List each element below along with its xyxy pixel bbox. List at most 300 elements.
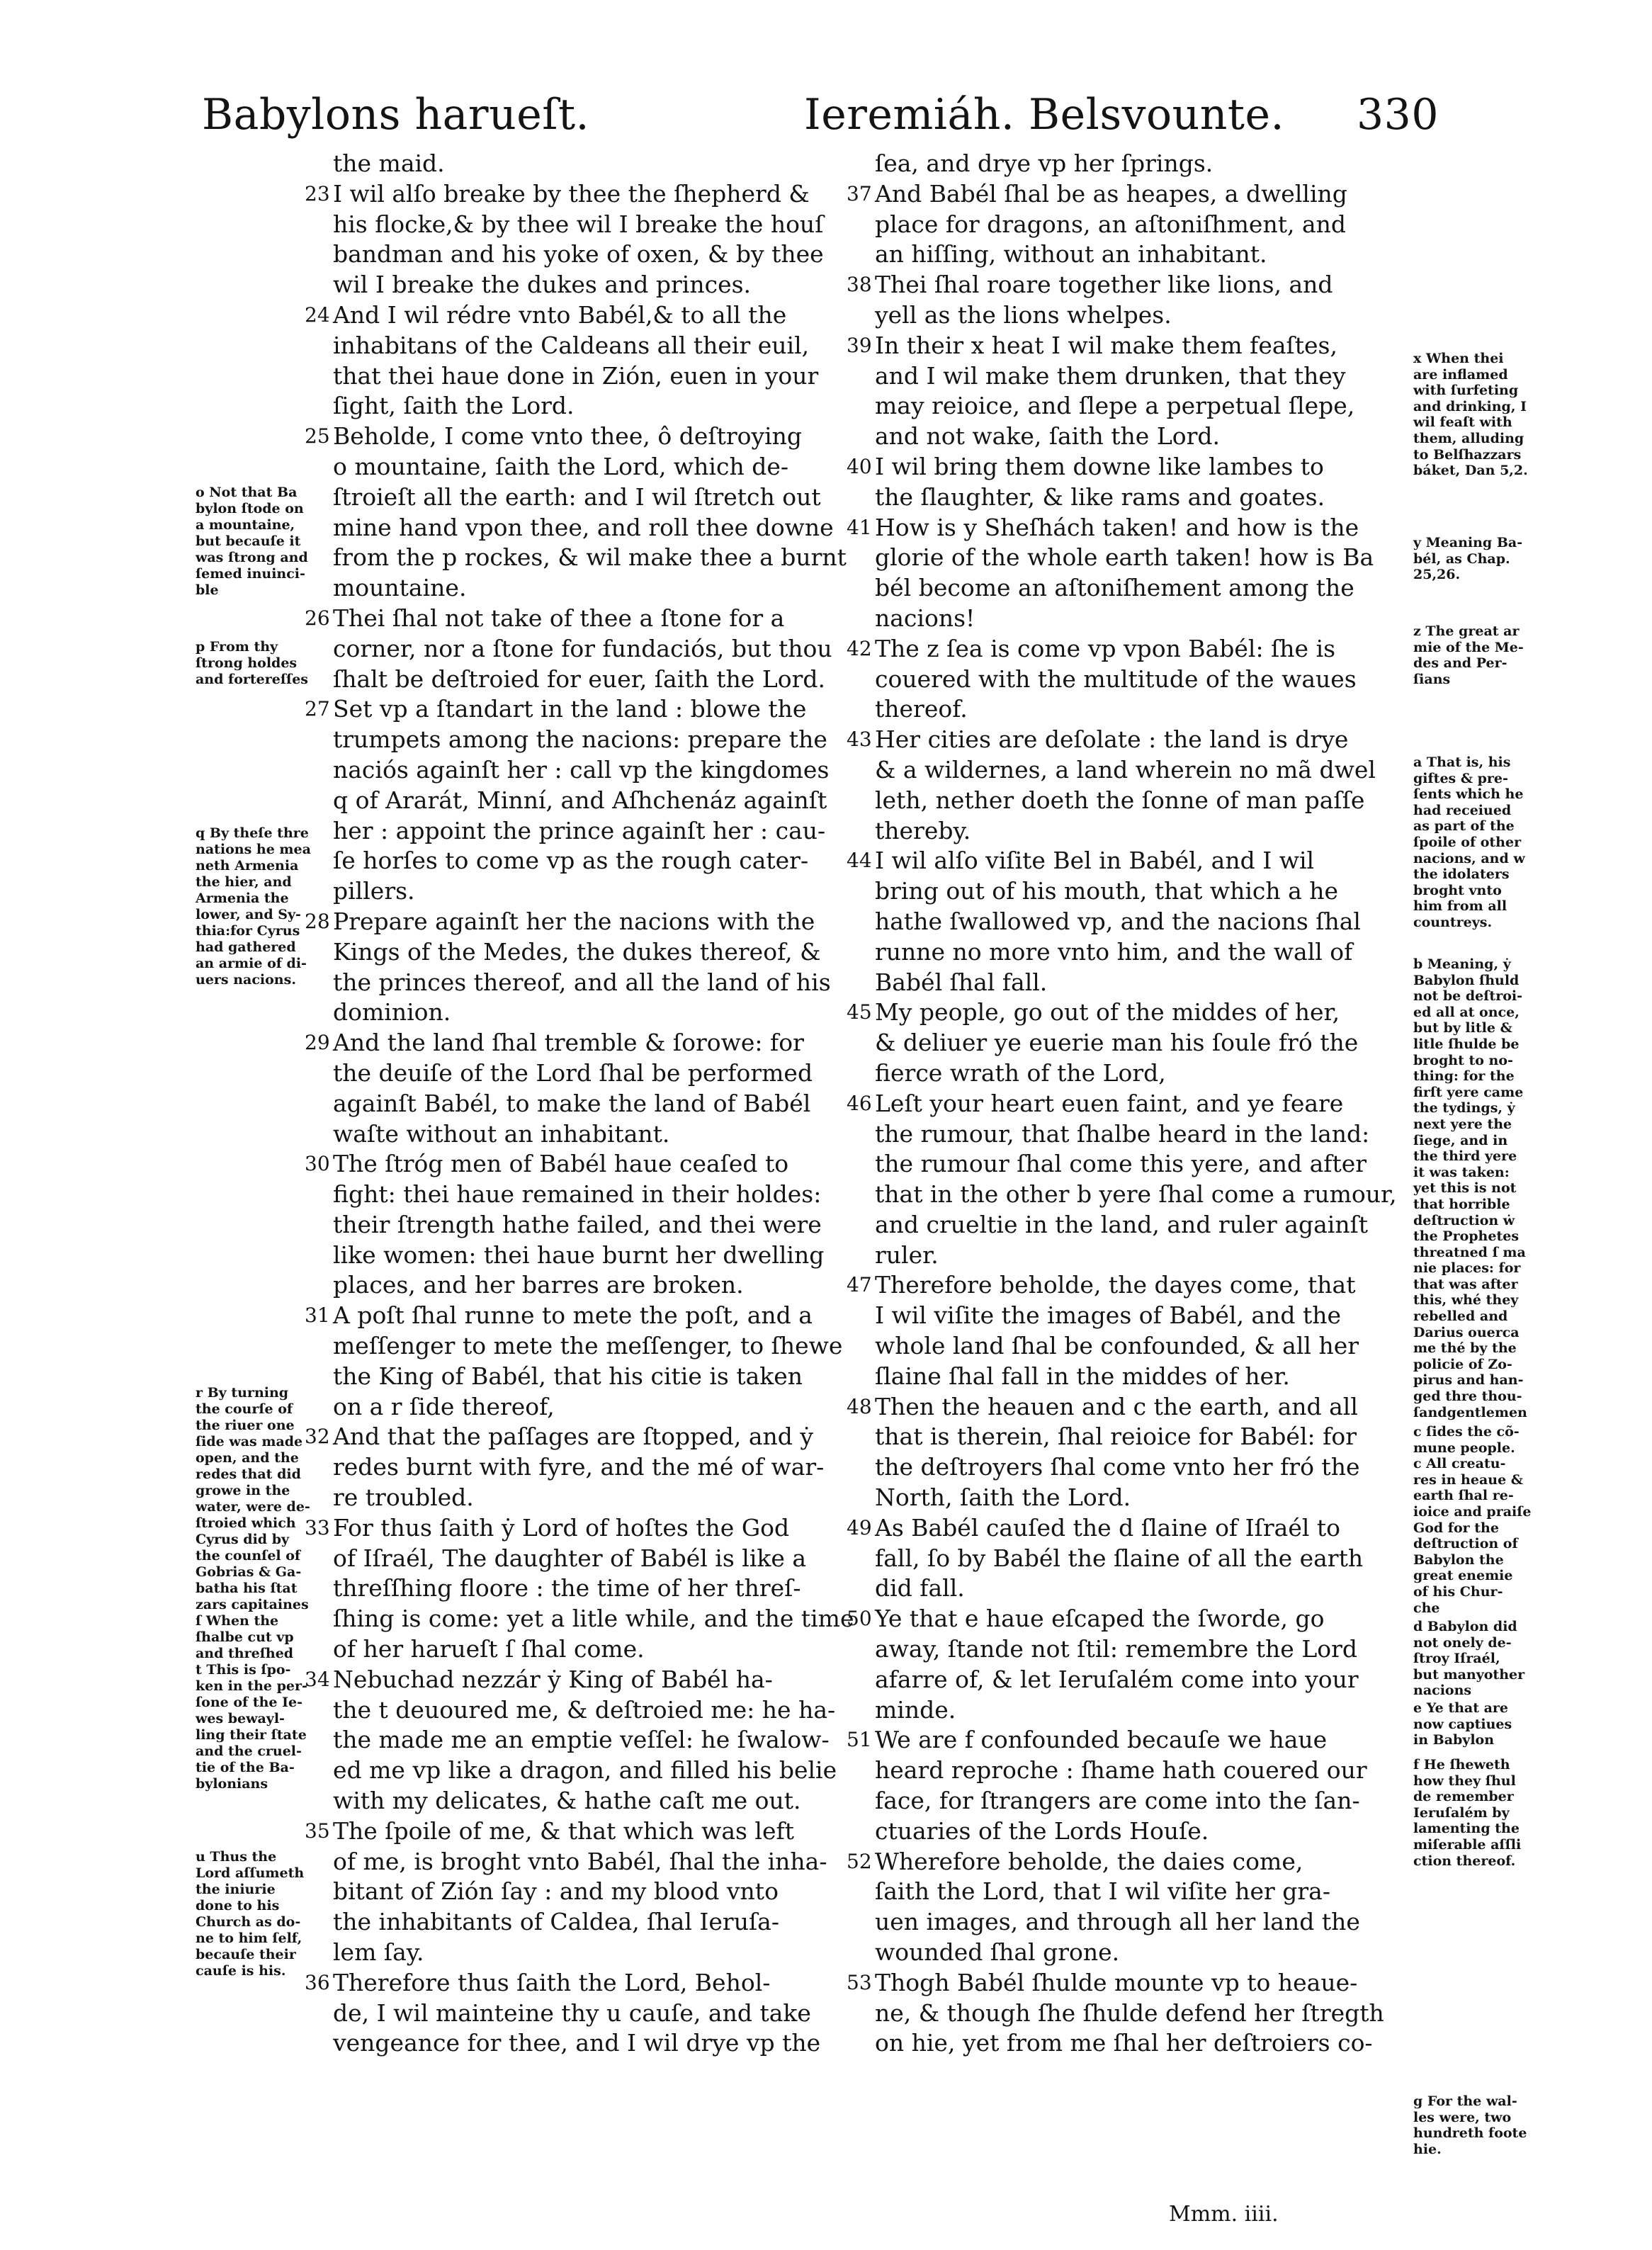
line-text: trumpets among the nacions: prepare the [333,725,827,754]
text-line [333,1180,871,1210]
margin-note-line: threatned ſ ma [1413,1244,1526,1260]
verse-number: 36 [305,1970,330,1994]
margin-note [1413,623,1548,687]
margin-note-line: Babylon ſhuld [1413,972,1520,988]
text-line [875,1331,1413,1362]
text-line [333,391,871,422]
text-line [847,513,1413,543]
text-line [333,755,871,786]
text-line [875,1422,1413,1452]
margin-note-line: mune people. [1413,1440,1515,1456]
text-line [333,149,871,179]
line-text: like women: thei haue burnt her dwelling [333,1240,825,1269]
margin-note-line: bél, as Chap. [1413,550,1510,567]
margin-note-line: q By theſe thre [196,825,309,841]
margin-note-line: des and Per- [1413,655,1507,672]
text-line [875,1544,1413,1574]
verse-number: 40 [847,454,872,478]
margin-note-line: ſemed inuinci- [196,566,305,582]
text-line [333,1544,871,1574]
text-line [875,482,1413,513]
margin-note-line: and threſhed [196,1646,294,1661]
text-line [333,513,871,543]
margin-note-line: b Meaning, ẏ [1413,956,1511,972]
line-text: waſte without an inhabitant. [333,1119,670,1148]
text-line [333,1392,871,1423]
margin-note-line: yet this is not [1413,1180,1517,1197]
text-line [333,1695,871,1726]
line-text: North, ſaith the Lord. [875,1483,1131,1512]
line-text: uen images, and through all her land the [875,1908,1360,1936]
verse-number: 42 [847,636,872,660]
line-text: A poſt ſhal runne to mete the poſt, and a [333,1301,813,1330]
line-text: I wil viſite the images of Babél, and the [875,1301,1342,1330]
margin-note-line: not onely de- [1413,1634,1512,1651]
text-line [333,1573,871,1604]
margin-note-line: with ſurfeting [1413,383,1519,399]
margin-note-line: ſ When the [196,1613,279,1629]
text-line [333,1999,871,2029]
line-text: bring out of his mouth, that which a he [875,877,1339,905]
margin-note-line: ble [196,582,219,598]
margin-note [1413,956,1548,1420]
margin-note-line: are inflamed [1413,366,1508,383]
verse-number: 46 [847,1091,872,1115]
line-text: and crueltie in the land, and ruler againſt [875,1210,1369,1238]
margin-note-line: Darius ouerca [1413,1324,1520,1340]
line-text: that in the other b yere ſhal come a rumour, [875,1180,1397,1209]
text-line [333,482,871,513]
line-text: And that the paſſages are ſtopped, and ẏ [333,1423,814,1451]
text-line [333,1483,871,1513]
line-text: ruler. [875,1240,939,1269]
line-text: mine hand vpon thee, and roll thee downe [333,513,834,541]
margin-note-line: God for the [1413,1520,1499,1536]
line-text: Thei ſhal roare together like lions, and [875,271,1333,299]
margin-note-line: an armie of di- [196,956,307,971]
text-line [875,694,1413,725]
verse-number: 25 [305,424,330,448]
line-text: glorie of the whole earth taken! how is Ba [875,543,1374,572]
verse-number: 47 [847,1273,872,1297]
line-text: his flocke,& by thee wil I breake the houſ [333,210,824,238]
line-text: Therefore beholde, the dayes come, that [875,1271,1356,1299]
margin-note-line: Gobrias & Ga- [196,1564,302,1580]
line-text: place for dragons, an aſtoniſhment, and [875,210,1347,238]
line-text: lem ſay. [333,1938,424,1967]
margin-note-line: r By turning [196,1385,289,1401]
line-text: Thogh Babél ſhulde mounte vp to heaue- [875,1968,1358,1996]
text-line [875,300,1413,331]
text-line [333,1362,871,1392]
verse-number: 26 [305,606,330,630]
text-line [305,1422,871,1452]
margin-note-line: to Belſhazzars [1413,446,1522,463]
text-line [333,1877,871,1907]
margin-note-line: wil feaſt with [1413,414,1512,431]
margin-note [1413,754,1548,931]
margin-note [1413,1757,1548,1869]
text-line [875,422,1413,452]
text-line [875,816,1413,847]
text-line [305,1816,871,1847]
line-text: We are f confounded becauſe we haue [875,1726,1328,1754]
text-line [875,1816,1413,1847]
line-text: whole land ſhal be confounded, & all her [875,1332,1359,1360]
margin-note-line: tie of the Ba- [196,1760,295,1775]
text-line [847,1089,1413,1119]
text-line [875,1452,1413,1483]
margin-note-line: deſtruction of [1413,1536,1518,1552]
line-text: with my delicates, & hathe caſt me out. [333,1787,801,1815]
text-line [847,1968,1413,1999]
verse-number: 27 [305,697,330,721]
text-line [875,755,1413,786]
margin-note-line: f He ſheweth [1413,1757,1510,1773]
margin-note-line: lower, and Sy- [196,907,301,922]
line-text: the princes thereof, and all the land of his [333,968,831,996]
line-text: away, ſtande not ſtil: remembre the Lord [875,1635,1357,1663]
running-header [0,79,1652,150]
verse-number: 41 [847,515,872,539]
text-line [333,1119,871,1150]
line-text: I wil alſo breake by thee the ſhepherd & [333,179,810,208]
margin-note-line: d Babylon did [1413,1619,1517,1634]
text-column-left [305,149,871,2059]
text-line [305,1513,871,1544]
line-text: the King of Babél, that his citie is taken [333,1362,803,1390]
margin-note-line: was ſtrong and [196,550,308,565]
margin-note-line: u Thus the [196,1849,277,1865]
margin-note [196,1849,330,1979]
margin-note-line: g For the wal- [1413,2093,1517,2109]
line-text: Nebuchad nezzár ẏ King of Babél ha- [333,1665,773,1693]
text-line [875,1149,1413,1180]
margin-note-line: ne to him ſelf, [196,1930,302,1946]
text-line [333,1604,871,1634]
text-line [305,604,871,634]
margin-note-line: neth Armenia [196,858,299,874]
line-text: Babél ſhal fall. [875,968,1048,996]
text-line [333,1725,871,1756]
margin-note-line: the iniurie [196,1882,276,1897]
text-line [847,179,1413,210]
margin-note-line: policie of Zo- [1413,1356,1512,1372]
text-line [875,665,1413,695]
margin-note-line: ſpoile of other [1413,834,1522,850]
margin-note-line: had gathered [196,939,296,955]
margin-note [1413,1619,1548,1699]
text-line [875,210,1413,240]
text-line [333,2028,871,2059]
line-text: on a r ſide thereof, [333,1392,555,1420]
line-text: the deſtroyers ſhal come vnto her fró the [875,1453,1360,1481]
line-text: mountaine. [333,574,467,602]
text-line [333,1847,871,1877]
margin-note-line: me thé by the [1413,1340,1517,1357]
line-text: & deliuer ye euerie man his ſoule fró the [875,1029,1359,1057]
line-text: The z ſea is come vp vpon Babél: ſhe is [875,634,1336,662]
line-text: afarre of, & let Ieruſalém come into your [875,1665,1359,1693]
verse-number: 43 [847,728,872,752]
text-line [875,1180,1413,1210]
text-line [305,1149,871,1180]
text-line [875,149,1413,179]
text-line [333,997,871,1028]
margin-note-line: bylon ſtode on [196,501,304,516]
margin-note-line: miſerable aſſli [1413,1836,1522,1853]
text-line [875,2028,1413,2059]
margin-note-line: c ſides the cõ- [1413,1424,1520,1440]
line-text: places, and her barres are broken. [333,1271,744,1299]
margin-note-line: che [1413,1600,1440,1616]
text-line [875,1362,1413,1392]
text-line [847,1392,1413,1423]
line-text: pillers. [333,877,415,905]
margin-note-line: ſtroy Iſraél, [1413,1651,1500,1667]
text-line [305,1968,871,1999]
line-text: hathe ſwallowed vp, and the nacions ſhal [875,907,1361,935]
text-line [333,573,871,604]
verse-number: 24 [305,303,330,327]
text-line [847,331,1413,361]
margin-note-line: the riuer one [196,1418,295,1433]
line-text: For thus ſaith ẏ Lord of hoſtes the God [333,1513,790,1542]
verse-number: 35 [305,1819,330,1843]
margin-note-line: and fortereſſes [196,672,308,687]
margin-note-line: in Babylon [1413,1732,1495,1748]
text-line [333,1634,871,1665]
margin-note-line: this, whé they [1413,1292,1519,1308]
margin-note [1413,2093,1548,2157]
margin-note-line: the counſel of [196,1548,301,1564]
text-line [875,1028,1413,1058]
margin-note-line: great enemie [1413,1568,1513,1584]
line-text: My people, go out of the middes of her, [875,998,1340,1027]
margin-note-line: thia:for Cyrus [196,923,300,939]
text-line [847,1604,1413,1634]
text-line [875,239,1413,270]
line-text: of me, is broght vnto Babél, ſhal the inha- [333,1847,827,1875]
line-text: that is therein, ſhal reioice for Babél: for [875,1423,1357,1451]
text-line [875,1907,1413,1938]
line-text: In their x heat I wil make them feaſtes, [875,331,1337,359]
text-line [305,179,871,210]
margin-note-line: Church as do- [196,1914,301,1930]
text-line [333,1058,871,1089]
margin-note-line: x When thei [1413,351,1504,366]
line-text: I wil bring them downe like lambes to [875,452,1324,480]
margin-note-line: les were, two [1413,2109,1512,2125]
line-text: redes burnt with fyre, and the mé of war- [333,1453,825,1481]
text-line [333,1907,871,1938]
line-text: fierce wrath of the Lord, [875,1058,1166,1087]
line-text: threſſhing floore : the time of her threſ- [333,1574,801,1602]
text-line [875,907,1413,937]
text-line [305,1665,871,1695]
margin-note-line: had receiued [1413,802,1512,818]
verse-number: 33 [305,1515,330,1539]
margin-note-line: broght vnto [1413,882,1502,898]
line-text: of Iſraél, The daughter of Babél is like a [333,1544,807,1572]
margin-note-line: becauſe their [196,1947,296,1962]
verse-number: 32 [305,1425,330,1449]
text-line [333,1938,871,1968]
text-line [333,1210,871,1240]
text-line [875,361,1413,392]
line-text: ſhing is come: yet a litle while, and the time [333,1605,854,1633]
line-text: face, for ſtrangers are come into the ſan- [875,1787,1360,1815]
margin-note-line: the Prophetes [1413,1228,1520,1245]
margin-note-line: ed all at once, [1413,1004,1520,1020]
text-line [875,968,1413,998]
text-line [333,846,871,876]
verse-number: 34 [305,1667,330,1691]
text-line [333,816,871,847]
margin-note-line: zars capitaines [196,1597,309,1612]
text-line [875,543,1413,573]
text-line [875,1301,1413,1331]
margin-note-line: p From thy [196,639,278,655]
text-line [333,634,871,665]
line-text: ſhalt be deſtroied for euer, ſaith the Lord. [333,665,825,693]
text-line [333,968,871,998]
text-line [847,270,1413,300]
margin-note-line: redes that did [196,1466,301,1482]
margin-note-line: c All creatu- [1413,1456,1506,1472]
line-text: bitant of Zión ſay : and my blood vnto [333,1877,779,1906]
verse-number: 29 [305,1031,330,1055]
verse-number: 28 [305,909,330,933]
line-text: ſe horſes to come vp as the rough cater- [333,847,809,875]
line-text: their ſtrength hathe failed, and thei were [333,1210,822,1238]
verse-number: 39 [847,333,872,357]
margin-note-line: it was taken: [1413,1164,1510,1180]
verse-number: 44 [847,849,872,873]
margin-note-line: ſhalbe cut vp [196,1629,294,1645]
line-text: yell as the lions whelpes. [875,300,1172,329]
text-line [333,786,871,816]
text-line [305,422,871,452]
margin-note-line: countreys. [1413,914,1493,930]
margin-note-line: Lord aſſumeth [196,1865,305,1881]
line-text: de, I wil mainteine thy u cauſe, and take [333,1999,811,2027]
text-line [847,846,1413,876]
text-line [875,391,1413,422]
line-text: and not wake, ſaith the Lord. [875,422,1220,451]
margin-note-line: the courſe of [196,1401,293,1417]
margin-note-line: o Not that Ba [196,485,298,500]
margin-note-line: how they ſhul [1413,1773,1516,1789]
verse-number: 31 [305,1304,330,1328]
line-text: that thei haue done in Zión, euen in your [333,361,819,390]
line-text: ſea, and drye vp her ſprings. [875,149,1213,177]
line-text: ſight, ſaith the Lord. [333,392,575,420]
margin-note-line: deſtruction ẇ [1413,1212,1515,1228]
text-line [875,1877,1413,1907]
margin-note-line: ſians [1413,671,1451,687]
margin-note-line: lamenting the [1413,1821,1520,1837]
margin-note-line: de remember [1413,1789,1514,1805]
line-text: And I wil rédre vnto Babél,& to all the [333,300,787,329]
margin-note-line: firſt yere came [1413,1084,1524,1100]
text-line [333,1240,871,1271]
line-text: ed me vp like a dragon, and filled his belie [333,1756,837,1785]
verse-number: 48 [847,1394,872,1418]
margin-note-line: nacions, and w [1413,850,1525,866]
line-text: And the land ſhal tremble & ſorowe: for [333,1029,804,1057]
line-text: heard reproche : ſhame hath couered our [875,1756,1367,1785]
margin-note-line: ſide was made [196,1434,303,1449]
text-line [333,210,871,240]
line-text: bandman and his yoke of oxen, & by thee [333,240,824,268]
line-text: the t deuoured me, & deſtroied me: he ha- [333,1695,836,1724]
margin-note-line: batha his ſtat [196,1581,298,1596]
line-text: wounded ſhal grone. [875,1938,1120,1967]
line-text: ctuaries of the Lords Houſe. [875,1816,1209,1845]
text-line [847,1725,1413,1756]
text-line [847,1270,1413,1301]
text-line [333,270,871,300]
margin-note-line: growe in the [196,1483,290,1498]
margin-note-line: but becauſe it [196,533,301,549]
margin-note-line: the tydings, ẏ [1413,1100,1515,1116]
line-text: re troubled. [333,1483,474,1512]
margin-note-line: the third yere [1413,1148,1517,1165]
text-line [875,1483,1413,1513]
line-text: the rumour ſhal come this yere, and after [875,1150,1367,1178]
margin-note-line: the idolaters [1413,866,1510,883]
margin-note-line: earth ſhal re- [1413,1488,1514,1504]
text-line [875,1240,1413,1271]
margin-note-line: rebelled and [1413,1308,1508,1325]
margin-note-line: ction thereof. [1413,1853,1516,1869]
line-text: The ſtróg men of Babél haue ceaſed to [333,1150,789,1178]
line-text: How is y Sheſhách taken! and how is the [875,513,1359,541]
margin-note-line: res in heaue & [1413,1471,1523,1488]
text-line [305,1301,871,1331]
margin-note-line: cauſe is his. [196,1963,286,1979]
margin-note-line: not be deſtroi- [1413,988,1522,1005]
text-line [847,1847,1413,1877]
line-text: Beholde, I come vnto thee, ô deſtroying [333,422,803,451]
line-text: the ſlaughter, & like rams and goates. [875,482,1325,511]
text-line [333,1756,871,1786]
signature-mark: Mmm. iiii. [1169,2202,1279,2227]
line-text: corner, nor a ſtone for fundaciós, but thou [333,634,832,662]
line-text: of her harueſt ſ ſhal come. [333,1635,645,1663]
line-text: thereby. [875,816,971,844]
verse-number: 30 [305,1152,330,1176]
text-line [875,1210,1413,1240]
text-line [847,725,1413,755]
text-line [875,1058,1413,1089]
line-text: the maid. [333,149,445,177]
line-text: may reioice, and ſlepe a perpetual ſlepe, [875,392,1355,420]
text-line [333,1452,871,1483]
text-line [875,1786,1413,1816]
margin-note-line: water, were de- [196,1499,310,1515]
line-text: Thei ſhal not take of thee a ſtone for a [333,604,785,632]
line-text: ne, & though ſhe ſhulde defend her ſtregth [875,1999,1384,2027]
text-column-right [847,149,1413,2059]
text-line [875,1634,1413,1665]
margin-note-line: ſtrong holdes [196,655,298,671]
line-text: leth, nether doeth the ſonne of man paſſe [875,786,1365,814]
line-text: runne no more vnto him, and the wall of [875,937,1353,966]
margin-note-line: hundreth foote [1413,2125,1527,2142]
verse-number: 51 [847,1728,872,1752]
